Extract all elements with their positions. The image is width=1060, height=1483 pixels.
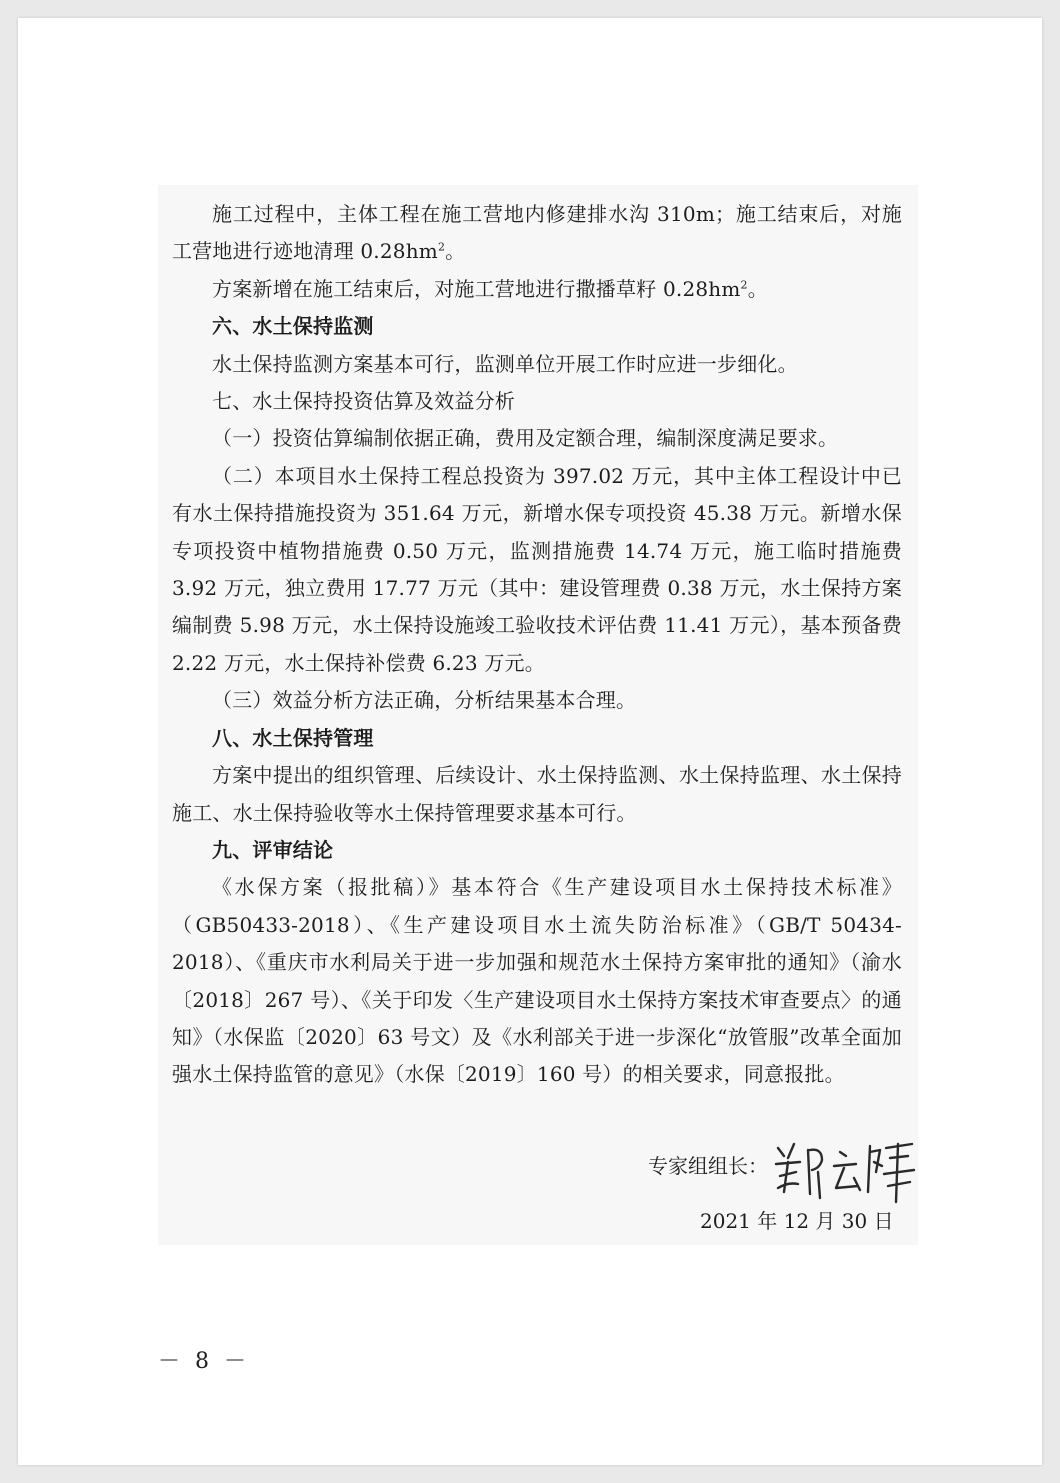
section-heading-monitoring: 六、水土保持监测 — [212, 314, 374, 339]
page-number: － 8 － — [158, 1349, 250, 1374]
paragraph-construction-site: 施工过程中，主体工程在施工营地内修建排水沟 310m；施工结束后，对施工营地进行迹地清理 $0.28hm^2$。 — [172, 202, 902, 264]
document-body — [172, 196, 902, 1094]
section-heading-management: 八、水土保持管理 — [212, 725, 374, 750]
document-date: 2021 年 12 月 30 日 — [700, 1209, 894, 1233]
handwritten-signature — [770, 1132, 920, 1206]
paragraph-investment-basis: （一）投资估算编制依据正确，费用及定额合理，编制深度满足要求。 — [212, 426, 839, 451]
paragraph-added-measures: 方案新增在施工结束后，对施工营地进行撒播草籽 $0.28hm^2$。 — [212, 276, 768, 301]
paragraph-monitoring: 水土保持监测方案基本可行，监测单位开展工作时应进一步细化。 — [212, 351, 798, 376]
signature-block — [560, 1132, 920, 1212]
paragraph-benefit-analysis: （三）效益分析方法正确，分析结果基本合理。 — [212, 688, 637, 713]
section-heading-conclusion: 九、评审结论 — [212, 837, 334, 862]
paragraph-conclusion: 《水保方案（报批稿）》基本符合《生产建设项目水土保持技术标准》（GB50433-2018）、《生产建设项目水土流失防治标准》（GB/T 50434-2018）、《重庆市水利局关于进一步加强和规范水土保持方案审批的通知》（渝水〔2018〕267 号）、《关于印发〈生产建设项目水土保持方案技术审查要点〉的通知》（水保监〔2020〕63 号文）及《水利部关于进一步深化“放管服”改革全面加强水土保持监管的意见》（水保〔2019〕160 号）的相关要求，同意报批。 — [172, 875, 902, 1087]
section-heading-investment: 七、水土保持投资估算及效益分析 — [212, 389, 515, 414]
signature-label: 专家组组长： — [648, 1154, 768, 1178]
paragraph-investment-total: （二）本项目水土保持工程总投资为 397.02 万元，其中主体工程设计中已有水土保持措施投资为 351.64 万元，新增水保专项投资 45.38 万元。新增水保专项投资中植物措施费 0.50 万元，监测措施费 14.74 万元，施工临时措施费 3.92 万元，独立费用 17.77 万元（其中：建设管理费 0.38 万元，水土保持方案编制费 5.98 万元，水土保持设施竣工验收技术评估费 11.41 万元），基本预备费 2.22 万元，水土保持补偿费 6.23 万元。 — [172, 463, 902, 675]
paragraph-management: 方案中提出的组织管理、后续设计、水土保持监测、水土保持监理、水土保持施工、水土保持验收等水土保持管理要求基本可行。 — [172, 763, 902, 825]
